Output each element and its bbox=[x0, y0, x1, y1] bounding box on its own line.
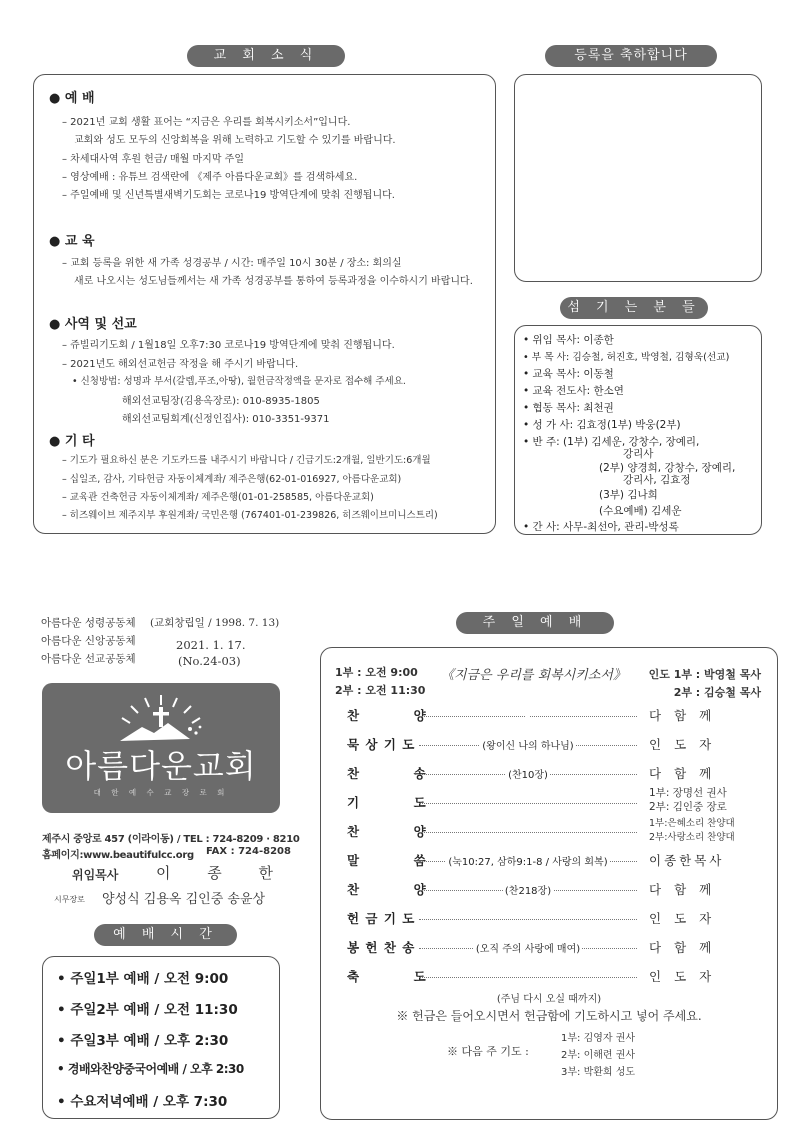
staff-row: • 반 주: (1부) 김세운, 강창수, 장예리, bbox=[523, 436, 700, 448]
news-line: – 십일조, 감사, 기타헌금 자동이체계좌/ 제주은행(62-01-016927, 아름다운교회) bbox=[62, 474, 402, 485]
worship-motto: 《지금은 우리를 회복시키소서》 bbox=[441, 668, 626, 683]
dotted-leader bbox=[419, 919, 637, 920]
order-row bbox=[347, 967, 737, 987]
choir-part1: 1부:은혜소리 찬양대 bbox=[649, 818, 735, 829]
pastor-label: 위임목사 bbox=[72, 868, 119, 882]
order-person: 다함께 bbox=[649, 708, 725, 723]
times-title: 예 배 시 간 bbox=[94, 924, 237, 946]
church-homepage[interactable]: 홈페이지:www.beautifulcc.org bbox=[42, 850, 194, 861]
leader-part1: 인도 1부 : 박영철 목사 bbox=[648, 668, 761, 681]
education-head: ● 교 육 bbox=[49, 234, 95, 249]
news-line: 해외선교팀장(김용옥장로): 010-8935-1805 bbox=[122, 396, 320, 407]
leader-part2: 2부 : 김승철 목사 bbox=[673, 686, 761, 699]
news-line: • 신청방법: 성명과 부서(갈렙,푸조,아땅), 월헌금작정액을 문자로 접수해 주세요. bbox=[72, 376, 406, 387]
choir-part2: 2부:사랑소리 찬양대 bbox=[649, 832, 735, 843]
staff-row: • 교육 목사: 이동철 bbox=[523, 368, 614, 380]
pastor-name: 이 종 한 bbox=[156, 864, 290, 882]
order-item: 찬 송 bbox=[347, 766, 427, 781]
issue-number: (No.24-03) bbox=[178, 654, 241, 668]
order-detail bbox=[419, 940, 637, 955]
order-detail bbox=[419, 853, 637, 868]
order-detail bbox=[419, 737, 637, 752]
news-line: – 주일예배 및 신년특별새벽기도회는 코로나19 방역단계에 맞춰 진행됩니다. bbox=[62, 190, 395, 201]
order-detail-text: (눅10:27, 삼하9:1-8 / 사랑의 회복) bbox=[448, 857, 608, 868]
news-line: 해외선교팀회계(신정인집사): 010-3351-9371 bbox=[122, 414, 330, 425]
dotted-leader bbox=[419, 977, 637, 978]
dotted-leader bbox=[419, 803, 637, 804]
order-detail-text: (왕이신 나의 하나님) bbox=[482, 741, 574, 752]
registration-title: 등록을 축하합니다 bbox=[545, 45, 717, 67]
order-detail-text: (찬218장) bbox=[504, 886, 552, 897]
order-row bbox=[347, 764, 737, 784]
order-detail-text: (오직 주의 사랑에 매여) bbox=[475, 944, 581, 955]
staff-row: • 성 가 사: 김효정(1부) 박웅(2부) bbox=[523, 419, 681, 431]
group-name: 아름다운 선교공동체 bbox=[41, 653, 136, 665]
etc-head: ● 기 타 bbox=[49, 434, 95, 449]
order-item: 찬 양 bbox=[347, 824, 427, 839]
church-fax: FAX : 724-8208 bbox=[206, 846, 291, 857]
registration-box bbox=[514, 74, 762, 282]
order-person: 이종한목사 bbox=[649, 853, 725, 868]
order-row bbox=[347, 735, 737, 755]
worship-head: ● 예 배 bbox=[49, 91, 95, 106]
sunday-box bbox=[320, 647, 778, 1120]
news-line: – 차세대사역 후원 헌금/ 매월 마지막 주일 bbox=[62, 154, 245, 165]
news-line: – 2021년 교회 생활 표어는 “지금은 우리를 회복시키소서”입니다. bbox=[62, 117, 351, 128]
time-row: • 주일2부 예배 / 오전 11:30 bbox=[57, 1002, 238, 1018]
order-person: 인도자 bbox=[649, 737, 725, 752]
mission-head: ● 사역 및 선교 bbox=[49, 317, 137, 332]
news-line: – 히즈웨이브 제주지부 후원계좌/ 국민은행 (767401-01-239826, 히즈웨이브미니스트리) bbox=[62, 510, 438, 521]
staff-row: 강리사 bbox=[623, 448, 654, 460]
order-item: 봉 헌 찬 송 bbox=[347, 940, 416, 955]
news-line: – 2021년도 해외선교헌금 작정을 해 주시기 바랍니다. bbox=[62, 359, 299, 370]
order-item: 찬 양 bbox=[347, 708, 427, 723]
staff-box bbox=[514, 325, 762, 535]
staff-row: (수요예배) 김세운 bbox=[599, 505, 682, 517]
elders-label: 시무장로 bbox=[54, 895, 85, 904]
order-person: 다함께 bbox=[649, 940, 725, 955]
staff-row: 강리사, 김효정 bbox=[623, 474, 691, 486]
founded-date: (교회창립일 / 1998. 7. 13) bbox=[150, 617, 280, 629]
news-title: 교 회 소 식 bbox=[187, 45, 345, 67]
order-detail bbox=[419, 708, 637, 719]
news-line: – 영상예배 : 유튜브 검색란에 《제주 아름다운교회》를 검색하세요. bbox=[62, 172, 358, 183]
order-item: 축 도 bbox=[347, 969, 427, 984]
order-row bbox=[347, 938, 737, 958]
elders-names: 양성식 김용옥 김인중 송윤상 bbox=[102, 892, 266, 907]
bulletin-date: 2021. 1. 17. bbox=[176, 638, 246, 652]
staff-row: • 위임 목사: 이종한 bbox=[523, 334, 614, 346]
order-detail bbox=[419, 766, 637, 781]
dotted-leader bbox=[419, 832, 637, 833]
order-item: 말 씀 bbox=[347, 853, 427, 868]
order-row bbox=[347, 909, 737, 929]
staff-row: • 부 목 사: 김승철, 허진호, 박영철, 김형욱(선교) bbox=[523, 352, 730, 363]
next-prayer: 3부: 박환희 성도 bbox=[561, 1067, 636, 1078]
order-item: 기 도 bbox=[347, 795, 427, 810]
news-line: 새로 나오시는 성도님들께서는 새 가족 성경공부를 통하여 등록과정을 이수하시기 바랍니다. bbox=[74, 276, 473, 287]
next-week-label: ※ 다음 주 기도 : bbox=[447, 1045, 529, 1058]
closing-line: (주님 다시 오실 때까지) bbox=[496, 994, 602, 1005]
staff-row: (2부) 양경희, 강창수, 장예리, bbox=[599, 462, 736, 474]
order-item: 헌 금 기 도 bbox=[347, 911, 416, 926]
next-prayer: 1부: 김영자 권사 bbox=[561, 1033, 636, 1044]
order-person: 다함께 bbox=[649, 766, 725, 781]
order-person: 다함께 bbox=[649, 882, 725, 897]
staff-row: • 협동 목사: 최천권 bbox=[523, 402, 614, 414]
news-line: – 교육관 건축헌금 자동이체계좌/ 제주은행(01-01-258585, 아름다운교회) bbox=[62, 492, 374, 503]
group-name: 아름다운 성령공동체 bbox=[41, 617, 136, 629]
time-row: • 경배와찬양중국어예배 / 오후 2:30 bbox=[57, 1062, 244, 1076]
logo-denomination: 대 한 예 수 교 장 로 회 bbox=[93, 788, 229, 797]
next-prayer: 2부: 이해련 권사 bbox=[561, 1050, 636, 1061]
order-detail-text bbox=[526, 708, 530, 719]
order-detail bbox=[419, 882, 637, 897]
sunday-title: 주 일 예 배 bbox=[456, 612, 614, 634]
news-line: – 교회 등록을 위한 새 가족 성경공부 / 시간: 매주일 10시 30분 / 장소: 회의실 bbox=[62, 258, 402, 269]
time-row: • 주일3부 예배 / 오후 2:30 bbox=[57, 1033, 229, 1049]
order-detail-text: (찬10장) bbox=[508, 770, 548, 781]
staff-row: • 간 사: 사무-최선아, 관리-박성록 bbox=[523, 521, 679, 533]
church-address: 제주시 중앙로 457 (이라이동) / TEL : 724-8209 · 8210 bbox=[42, 834, 300, 845]
order-row bbox=[347, 880, 737, 900]
order-row bbox=[347, 851, 737, 871]
news-line: 교회와 성도 모두의 신앙회복을 위해 노력하고 기도할 수 있기를 바랍니다. bbox=[74, 135, 396, 146]
logo-church-name: 아름다운교회 bbox=[65, 747, 257, 785]
part2-time: 2부 : 오전 11:30 bbox=[335, 684, 426, 697]
order-row bbox=[347, 706, 737, 726]
staff-title: 섬 기 는 분 들 bbox=[560, 297, 708, 319]
part1-time: 1부 : 오전 9:00 bbox=[335, 666, 418, 679]
time-row: • 주일1부 예배 / 오전 9:00 bbox=[57, 971, 229, 987]
staff-row: (3부) 김나희 bbox=[599, 489, 658, 501]
order-item: 찬 양 bbox=[347, 882, 427, 897]
prayer-part2: 2부: 김인중 장로 bbox=[649, 801, 727, 813]
order-item: 묵 상 기 도 bbox=[347, 737, 416, 752]
order-person: 인도자 bbox=[649, 969, 725, 984]
time-row: • 수요저녁예배 / 오후 7:30 bbox=[57, 1094, 228, 1110]
church-logo bbox=[42, 683, 280, 813]
staff-row: • 교육 전도사: 한소연 bbox=[523, 385, 624, 397]
news-line: – 쥬빌리기도회 / 1월18일 오후7:30 코로나19 방역단계에 맞춰 진행됩니다. bbox=[62, 340, 395, 351]
times-box bbox=[42, 956, 280, 1119]
prayer-part1: 1부: 장명선 권사 bbox=[649, 787, 727, 799]
news-box bbox=[33, 74, 496, 534]
group-name: 아름다운 신앙공동체 bbox=[41, 635, 136, 647]
order-person: 인도자 bbox=[649, 911, 725, 926]
offering-note: ※ 헌금은 들어오시면서 헌금함에 기도하시고 넣어 주세요. bbox=[396, 1009, 702, 1023]
news-line: – 기도가 필요하신 분은 기도카드를 내주시기 바랍니다 / 긴급기도:2개월, 일반기도:6개월 bbox=[62, 455, 431, 466]
